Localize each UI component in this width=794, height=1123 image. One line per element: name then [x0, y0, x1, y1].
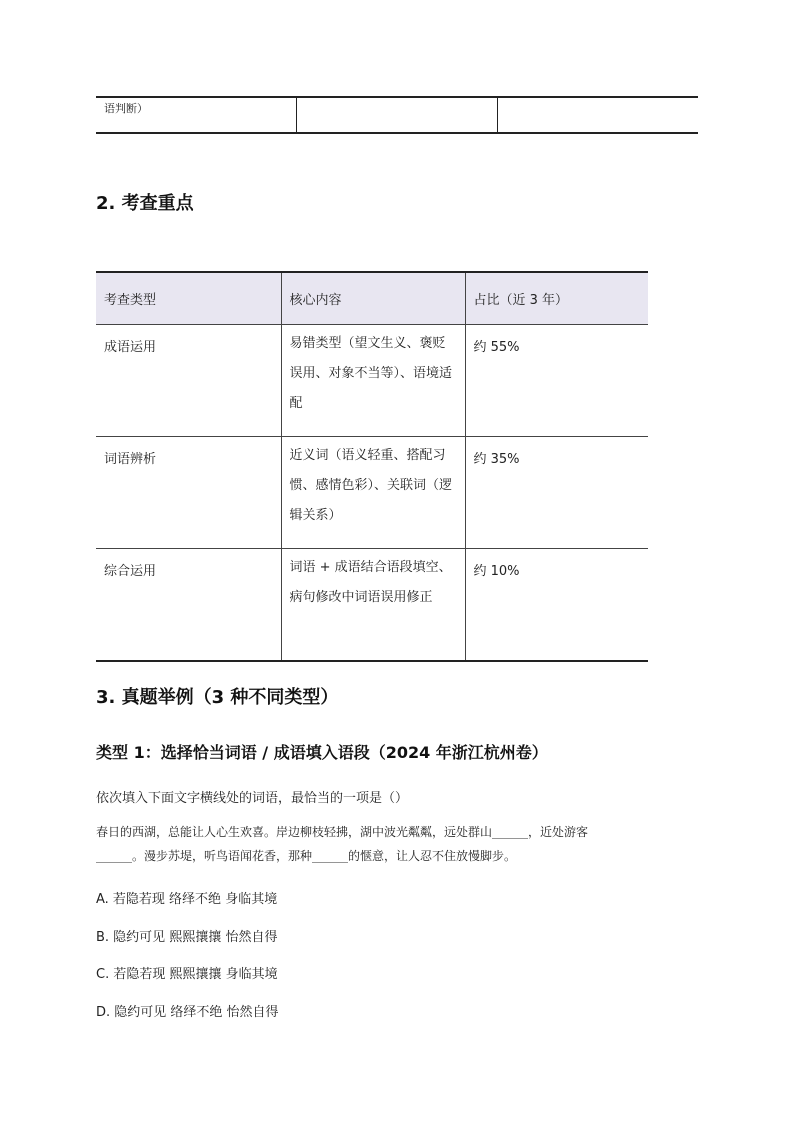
- passage-line: 春日的西湖，总能让人心生欢喜。岸边柳枝轻拂，湖中波光粼粼，远处群山______，近处游客: [96, 825, 589, 839]
- option-b: B. 隐约可见 熙熙攘攘 怡然自得: [96, 930, 278, 945]
- continued-cell-text: 语判断）: [104, 102, 148, 115]
- table-row: [96, 549, 648, 661]
- continued-table: [96, 96, 698, 134]
- question-stem: 依次填入下面文字横线处的词语，最恰当的一项是（）: [96, 791, 409, 806]
- table-divider: [497, 98, 498, 132]
- option-a: A. 若隐若现 络绎不绝 身临其境: [96, 892, 278, 907]
- header-type: 考查类型: [96, 272, 281, 325]
- question-passage: [96, 820, 706, 868]
- cell-content: 易错类型（望文生义、褒贬误用、对象不当等）、语境适配: [281, 325, 465, 437]
- section-title: 3. 真题举例（3 种不同类型）: [96, 687, 339, 708]
- cell-type: 成语运用: [96, 325, 281, 437]
- cell-ratio: 约 10%: [465, 549, 648, 661]
- cell-type: 综合运用: [96, 549, 281, 661]
- cell-type: 词语辨析: [96, 437, 281, 549]
- option-c: C. 若隐若现 熙熙攘攘 身临其境: [96, 967, 278, 982]
- header-ratio: 占比（近 3 年）: [465, 272, 648, 325]
- passage-line: ______。漫步苏堤，听鸟语闻花香，那种______的惬意，让人忍不住放慢脚步。: [96, 849, 517, 863]
- subsection-title: 类型 1：选择恰当词语 / 成语填入语段（2024 年浙江杭州卷）: [96, 743, 548, 762]
- cell-content: 近义词（语义轻重、搭配习惯、感情色彩）、关联词（逻辑关系）: [281, 437, 465, 549]
- cell-content: 词语 + 成语结合语段填空、病句修改中词语误用修正: [281, 549, 465, 661]
- table-row: [96, 437, 648, 549]
- cell-ratio: 约 35%: [465, 437, 648, 549]
- table-row: [96, 325, 648, 437]
- section-title: 2. 考查重点: [96, 193, 194, 214]
- option-d: D. 隐约可见 络绎不绝 怡然自得: [96, 1005, 279, 1020]
- cell-ratio: 约 55%: [465, 325, 648, 437]
- focus-table: [96, 271, 648, 662]
- header-content: 核心内容: [281, 272, 465, 325]
- table-header-row: [96, 272, 648, 325]
- table-divider: [296, 98, 297, 132]
